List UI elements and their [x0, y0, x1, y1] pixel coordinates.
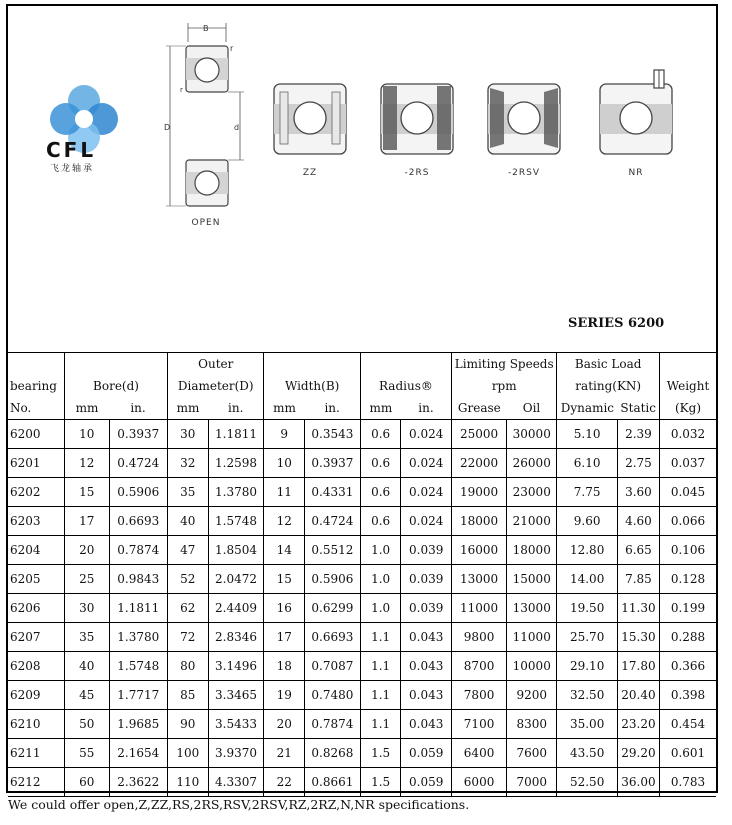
table-cell: 20: [264, 710, 305, 739]
table-cell: 0.7480: [304, 681, 360, 710]
table-cell: 21000: [507, 507, 557, 536]
static-header: Static: [617, 397, 659, 420]
table-cell: 12.80: [557, 536, 618, 565]
bearing-number-cell: 6210: [8, 710, 65, 739]
table-cell: 36.00: [617, 768, 659, 797]
table-cell: 52: [168, 565, 209, 594]
table-cell: 7600: [507, 739, 557, 768]
table-cell: 1.7717: [109, 681, 168, 710]
table-cell: 23000: [507, 478, 557, 507]
table-cell: 0.039: [401, 565, 452, 594]
table-cell: 85: [168, 681, 209, 710]
table-cell: 1.1: [360, 623, 401, 652]
table-cell: 0.024: [401, 478, 452, 507]
table-cell: 29.10: [557, 652, 618, 681]
table-cell: 1.5: [360, 768, 401, 797]
table-cell: 52.50: [557, 768, 618, 797]
table-cell: 23.20: [617, 710, 659, 739]
table-cell: 19: [264, 681, 305, 710]
bore-header: Bore(d): [65, 375, 168, 397]
table-cell: 11: [264, 478, 305, 507]
table-cell: 0.6: [360, 478, 401, 507]
table-cell: 0.199: [660, 594, 717, 623]
table-cell: 0.7874: [109, 536, 168, 565]
table-cell: 0.9843: [109, 565, 168, 594]
table-cell: 17: [65, 507, 110, 536]
table-cell: 12: [65, 449, 110, 478]
nr-snap-ring-diagram: [596, 68, 676, 158]
table-cell: 0.106: [660, 536, 717, 565]
table-row: [8, 478, 716, 507]
table-cell: 0.059: [401, 768, 452, 797]
table-cell: 19.50: [557, 594, 618, 623]
table-cell: 4.60: [617, 507, 659, 536]
table-cell: 90: [168, 710, 209, 739]
table-cell: 0.7874: [304, 710, 360, 739]
table-cell: 6.65: [617, 536, 659, 565]
bearing-spec-table: [8, 352, 716, 797]
outer-in-header: in.: [208, 397, 264, 420]
table-cell: 35.00: [557, 710, 618, 739]
table-cell: 0.045: [660, 478, 717, 507]
table-cell: 21: [264, 739, 305, 768]
table-cell: 0.3543: [304, 420, 360, 449]
table-cell: 2.8346: [208, 623, 264, 652]
table-cell: 26000: [507, 449, 557, 478]
table-cell: 43.50: [557, 739, 618, 768]
speeds-header-1: Limiting Speeds: [452, 353, 557, 376]
dynamic-header: Dynamic: [557, 397, 618, 420]
table-cell: 0.398: [660, 681, 717, 710]
table-cell: 14.00: [557, 565, 618, 594]
table-cell: 50: [65, 710, 110, 739]
table-cell: 4.3307: [208, 768, 264, 797]
table-cell: 18000: [452, 507, 507, 536]
table-cell: 0.6: [360, 420, 401, 449]
table-cell: 7800: [452, 681, 507, 710]
radius-header: Radius®: [360, 375, 451, 397]
table-cell: 60: [65, 768, 110, 797]
table-cell: 0.037: [660, 449, 717, 478]
table-cell: 9200: [507, 681, 557, 710]
table-cell: 30000: [507, 420, 557, 449]
bearing-number-cell: 6202: [8, 478, 65, 507]
radius-mm-header: mm: [360, 397, 401, 420]
table-cell: 0.059: [401, 739, 452, 768]
table-cell: 9800: [452, 623, 507, 652]
table-cell: 19000: [452, 478, 507, 507]
table-cell: 25: [65, 565, 110, 594]
table-cell: 0.4724: [109, 449, 168, 478]
bearing-number-cell: 6212: [8, 768, 65, 797]
table-cell: 80: [168, 652, 209, 681]
table-cell: 1.1811: [109, 594, 168, 623]
table-cell: 10: [264, 449, 305, 478]
table-cell: 13000: [452, 565, 507, 594]
table-cell: 1.5748: [208, 507, 264, 536]
table-cell: 55: [65, 739, 110, 768]
table-cell: 0.6693: [304, 623, 360, 652]
table-cell: 0.8268: [304, 739, 360, 768]
table-row: [8, 420, 716, 449]
outer-header-1: Outer: [168, 353, 264, 376]
table-cell: 1.0: [360, 594, 401, 623]
table-cell: 40: [168, 507, 209, 536]
series-title: SERIES 6200: [568, 316, 665, 331]
table-cell: 1.1811: [208, 420, 264, 449]
table-cell: 2.75: [617, 449, 659, 478]
table-cell: 14: [264, 536, 305, 565]
table-header: [8, 353, 716, 420]
open-label: OPEN: [191, 218, 221, 228]
table-cell: 0.366: [660, 652, 717, 681]
table-row: [8, 594, 716, 623]
2rs-seal-diagram: [377, 78, 457, 158]
brand-name: CFL: [46, 138, 97, 162]
table-cell: 0.024: [401, 507, 452, 536]
table-cell: 25.70: [557, 623, 618, 652]
table-row: [8, 652, 716, 681]
table-cell: 3.1496: [208, 652, 264, 681]
table-cell: 0.043: [401, 623, 452, 652]
table-cell: 0.288: [660, 623, 717, 652]
table-cell: 9: [264, 420, 305, 449]
table-cell: 20.40: [617, 681, 659, 710]
table-cell: 2.4409: [208, 594, 264, 623]
table-cell: 0.8661: [304, 768, 360, 797]
table-cell: 0.043: [401, 710, 452, 739]
table-cell: 35: [65, 623, 110, 652]
table-body: [8, 420, 716, 797]
table-cell: 8300: [507, 710, 557, 739]
table-cell: 7.85: [617, 565, 659, 594]
table-cell: 2.3622: [109, 768, 168, 797]
table-cell: 16000: [452, 536, 507, 565]
table-cell: 1.0: [360, 536, 401, 565]
table-cell: 30: [65, 594, 110, 623]
table-cell: 40: [65, 652, 110, 681]
table-row: [8, 739, 716, 768]
dim-d-outer-label: D: [164, 123, 171, 132]
table-cell: 6000: [452, 768, 507, 797]
table-cell: 0.039: [401, 536, 452, 565]
open-bearing-diagram: [158, 20, 248, 220]
radius-in-header: in.: [401, 397, 452, 420]
table-cell: 0.066: [660, 507, 717, 536]
footer-note: We could offer open,Z,ZZ,RS,2RS,RSV,2RSV,RZ,2RZ,N,NR specifications.: [8, 797, 470, 812]
dim-b-label: B: [203, 24, 209, 33]
datasheet-frame: [6, 4, 718, 793]
speeds-header-2: rpm: [452, 375, 557, 397]
bearing-number-cell: 6208: [8, 652, 65, 681]
table-cell: 0.032: [660, 420, 717, 449]
width-in-header: in.: [304, 397, 360, 420]
table-cell: 1.3780: [208, 478, 264, 507]
svg-text:r: r: [180, 86, 183, 94]
bearing-number-cell: 6206: [8, 594, 65, 623]
outer-header-2: Diameter(D): [168, 375, 264, 397]
table-cell: 0.128: [660, 565, 717, 594]
table-cell: 1.0: [360, 565, 401, 594]
2rsv-label: -2RSV: [507, 168, 541, 178]
table-row: [8, 710, 716, 739]
bearing-number-cell: 6201: [8, 449, 65, 478]
bearing-number-cell: 6211: [8, 739, 65, 768]
table-cell: 0.783: [660, 768, 717, 797]
table-cell: 0.5906: [109, 478, 168, 507]
bearing-number-cell: 6209: [8, 681, 65, 710]
table-cell: 12: [264, 507, 305, 536]
bore-mm-header: mm: [65, 397, 110, 420]
table-cell: 0.6299: [304, 594, 360, 623]
table-cell: 0.6: [360, 507, 401, 536]
table-cell: 0.4724: [304, 507, 360, 536]
nr-label: NR: [628, 168, 644, 178]
table-cell: 0.6693: [109, 507, 168, 536]
table-cell: 0.039: [401, 594, 452, 623]
bearing-number-cell: 6200: [8, 420, 65, 449]
table-cell: 110: [168, 768, 209, 797]
load-header-2: rating(KN): [557, 375, 660, 397]
width-header: Width(B): [264, 375, 360, 397]
table-row: [8, 681, 716, 710]
table-cell: 62: [168, 594, 209, 623]
table-cell: 45: [65, 681, 110, 710]
table-cell: 35: [168, 478, 209, 507]
outer-mm-header: mm: [168, 397, 209, 420]
table-row: [8, 623, 716, 652]
table-cell: 1.1: [360, 652, 401, 681]
table-cell: 3.60: [617, 478, 659, 507]
table-cell: 0.6: [360, 449, 401, 478]
table-cell: 10: [65, 420, 110, 449]
zz-seal-diagram: [270, 78, 350, 158]
table-cell: 7100: [452, 710, 507, 739]
bearing-number-cell: 6204: [8, 536, 65, 565]
bearing-number-cell: 6205: [8, 565, 65, 594]
table-cell: 25000: [452, 420, 507, 449]
oil-header: Oil: [507, 397, 557, 420]
table-cell: 0.5906: [304, 565, 360, 594]
table-cell: 1.2598: [208, 449, 264, 478]
table-cell: 8700: [452, 652, 507, 681]
table-cell: 0.4331: [304, 478, 360, 507]
bearing-number-cell: 6203: [8, 507, 65, 536]
table-cell: 47: [168, 536, 209, 565]
table-cell: 22: [264, 768, 305, 797]
table-cell: 17: [264, 623, 305, 652]
table-row: [8, 507, 716, 536]
table-cell: 11000: [452, 594, 507, 623]
weight-header-2: (Kg): [660, 397, 717, 420]
table-cell: 100: [168, 739, 209, 768]
table-cell: 2.1654: [109, 739, 168, 768]
table-cell: 3.3465: [208, 681, 264, 710]
table-cell: 30: [168, 420, 209, 449]
table-cell: 0.454: [660, 710, 717, 739]
dim-d-bore-label: d: [234, 123, 240, 132]
table-cell: 18000: [507, 536, 557, 565]
table-cell: 17.80: [617, 652, 659, 681]
grease-header: Grease: [452, 397, 507, 420]
table-cell: 3.9370: [208, 739, 264, 768]
table-cell: 3.5433: [208, 710, 264, 739]
table-cell: 0.7087: [304, 652, 360, 681]
table-cell: 18: [264, 652, 305, 681]
dim-r-label: r: [230, 44, 234, 53]
table-cell: 10000: [507, 652, 557, 681]
table-cell: 6400: [452, 739, 507, 768]
table-cell: 1.1: [360, 710, 401, 739]
header-area: [8, 6, 716, 352]
table-cell: 7000: [507, 768, 557, 797]
table-cell: 9.60: [557, 507, 618, 536]
table-row: [8, 536, 716, 565]
table-cell: 0.601: [660, 739, 717, 768]
table-cell: 13000: [507, 594, 557, 623]
bearing-no-header-1: bearing: [8, 375, 65, 397]
table-cell: 0.5512: [304, 536, 360, 565]
table-cell: 1.9685: [109, 710, 168, 739]
table-cell: 22000: [452, 449, 507, 478]
table-cell: 0.3937: [304, 449, 360, 478]
table-cell: 7.75: [557, 478, 618, 507]
2rs-label: -2RS: [404, 168, 430, 178]
bearing-no-header-2: No.: [8, 397, 65, 420]
table-cell: 5.10: [557, 420, 618, 449]
table-cell: 20: [65, 536, 110, 565]
table-cell: 0.3937: [109, 420, 168, 449]
table-cell: 1.3780: [109, 623, 168, 652]
table-cell: 0.043: [401, 652, 452, 681]
table-cell: 15000: [507, 565, 557, 594]
table-cell: 0.024: [401, 449, 452, 478]
table-cell: 6.10: [557, 449, 618, 478]
table-cell: 32: [168, 449, 209, 478]
table-cell: 1.5: [360, 739, 401, 768]
table-cell: 1.1: [360, 681, 401, 710]
weight-header-1: Weight: [660, 375, 717, 397]
table-cell: 1.8504: [208, 536, 264, 565]
table-row: [8, 449, 716, 478]
table-row: [8, 768, 716, 797]
table-cell: 15: [264, 565, 305, 594]
load-header-1: Basic Load: [557, 353, 660, 376]
table-cell: 11.30: [617, 594, 659, 623]
bore-in-header: in.: [109, 397, 168, 420]
table-cell: 2.39: [617, 420, 659, 449]
table-cell: 1.5748: [109, 652, 168, 681]
table-cell: 72: [168, 623, 209, 652]
width-mm-header: mm: [264, 397, 305, 420]
table-cell: 0.024: [401, 420, 452, 449]
bearing-number-cell: 6207: [8, 623, 65, 652]
table-cell: 29.20: [617, 739, 659, 768]
table-cell: 15.30: [617, 623, 659, 652]
table-row: [8, 565, 716, 594]
table-cell: 2.0472: [208, 565, 264, 594]
table-cell: 16: [264, 594, 305, 623]
table-cell: 0.043: [401, 681, 452, 710]
table-cell: 15: [65, 478, 110, 507]
table-cell: 32.50: [557, 681, 618, 710]
table-cell: 11000: [507, 623, 557, 652]
zz-label: ZZ: [302, 168, 318, 178]
2rsv-seal-diagram: [484, 78, 564, 158]
brand-subtitle: 飞龙轴承: [50, 164, 95, 174]
